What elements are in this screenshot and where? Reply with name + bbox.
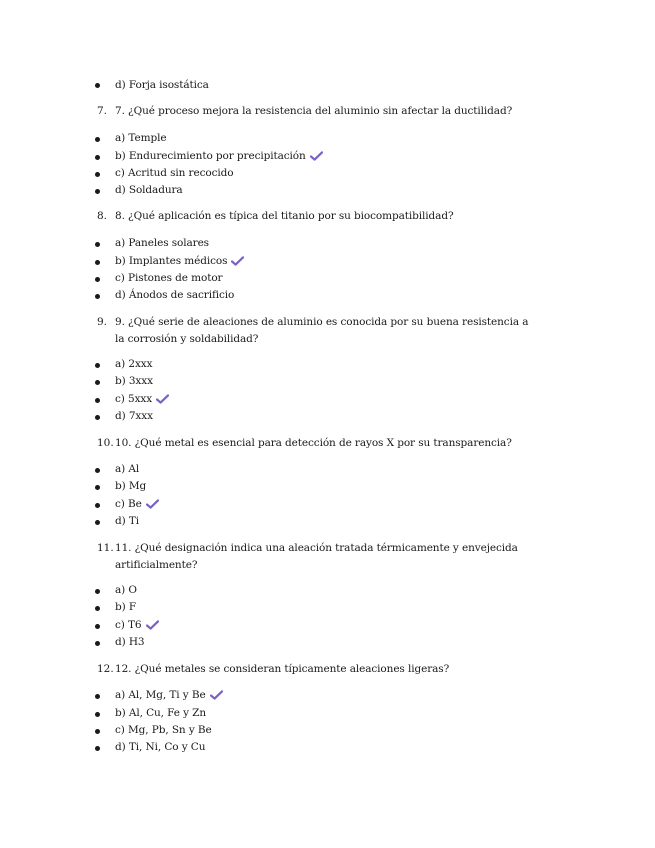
option-q10-c	[115, 497, 159, 511]
checkmark-icon	[231, 256, 244, 266]
option-q12-c	[115, 723, 212, 737]
option-label: a) Paneles solares	[115, 237, 209, 249]
option-q11-c	[115, 618, 159, 632]
bullet	[95, 729, 100, 734]
question-9-text: 9. ¿Qué serie de aleaciones de aluminio es conocida por su buena resistencia a la corrosión y soldabilidad?	[115, 316, 529, 345]
bullet	[95, 415, 100, 420]
option-q6-d	[115, 78, 209, 92]
question-11-text: 11. ¿Qué designación indica una aleación tratada térmicamente y envejecida artificialmente?	[115, 542, 518, 571]
option-q12-d	[115, 740, 205, 754]
option-q11-a	[115, 583, 137, 597]
option-q8-c	[115, 271, 222, 285]
bullet	[95, 485, 100, 490]
bullet	[95, 398, 100, 403]
option-label: a) Temple	[115, 132, 167, 144]
question-number: 8.	[97, 210, 108, 222]
bullet	[95, 624, 100, 629]
option-label: d) 7xxx	[115, 410, 153, 422]
option-label: c) T6	[115, 619, 142, 631]
bullet	[95, 380, 100, 385]
option-q11-d	[115, 635, 145, 649]
bullet	[95, 137, 100, 142]
checkmark-icon	[146, 499, 159, 509]
option-label: a) O	[115, 584, 137, 596]
bullet	[95, 712, 100, 717]
option-label: d) Ánodos de sacrificio	[115, 289, 235, 301]
question-7-text: 7. ¿Qué proceso mejora la resistencia del aluminio sin afectar la ductilidad?	[115, 105, 513, 117]
option-q10-d	[115, 514, 139, 528]
option-q7-b	[115, 149, 323, 163]
bullet	[95, 641, 100, 646]
bullet	[95, 363, 100, 368]
option-label: b) 3xxx	[115, 375, 153, 387]
option-label: c) Be	[115, 498, 142, 510]
question-number: 7.	[97, 105, 108, 117]
bullet	[95, 520, 100, 525]
bullet	[95, 260, 100, 265]
option-label: a) Al, Mg, Ti y Be	[115, 689, 206, 701]
option-q12-b	[115, 706, 206, 720]
checkmark-icon	[310, 151, 323, 161]
option-q9-b	[115, 374, 153, 388]
question-number: 12.	[97, 663, 114, 675]
option-q7-a	[115, 131, 166, 145]
option-label: a) Al	[115, 463, 140, 475]
bullet	[95, 294, 100, 299]
checkmark-icon	[210, 690, 223, 700]
option-label: c) Mg, Pb, Sn y Be	[115, 724, 212, 736]
checkmark-icon	[156, 394, 169, 404]
option-q8-b	[115, 254, 244, 268]
option-q10-a	[115, 462, 139, 476]
option-q10-b	[115, 479, 146, 493]
option-q8-a	[115, 236, 209, 250]
question-8-text: 8. ¿Qué aplicación es típica del titanio por su biocompatibilidad?	[115, 210, 454, 222]
option-label: b) Endurecimiento por precipitación	[115, 150, 306, 162]
bullet	[95, 155, 100, 160]
option-label: c) Pistones de motor	[115, 272, 223, 284]
option-q9-d	[115, 409, 153, 423]
bullet	[95, 277, 100, 282]
bullet	[95, 242, 100, 247]
question-number: 9.	[97, 316, 108, 328]
option-label: b) Al, Cu, Fe y Zn	[115, 707, 207, 719]
option-label: d) Soldadura	[115, 184, 183, 196]
option-label: d) Forja isostática	[115, 79, 209, 91]
option-q8-d	[115, 288, 234, 302]
bullet	[95, 606, 100, 611]
option-label: d) Ti, Ni, Co y Cu	[115, 741, 206, 753]
question-12-text: 12. ¿Qué metales se consideran típicamente aleaciones ligeras?	[115, 663, 450, 675]
bullet	[95, 746, 100, 751]
option-q9-c	[115, 392, 169, 406]
option-label: b) Implantes médicos	[115, 255, 228, 267]
option-label: c) Acritud sin recocido	[115, 167, 234, 179]
option-q9-a	[115, 357, 152, 371]
bullet	[95, 83, 100, 88]
bullet	[95, 468, 100, 473]
bullet	[95, 189, 100, 194]
option-label: d) H3	[115, 636, 145, 648]
question-10-text: 10. ¿Qué metal es esencial para detección de rayos X por su transparencia?	[115, 437, 512, 449]
question-number: 11.	[97, 542, 114, 554]
option-label: d) Ti	[115, 515, 140, 527]
option-label: a) 2xxx	[115, 358, 153, 370]
option-q7-d	[115, 183, 183, 197]
question-number: 10.	[97, 437, 114, 449]
bullet	[95, 503, 100, 508]
option-label: b) F	[115, 601, 137, 613]
checkmark-icon	[146, 620, 159, 630]
bullet	[95, 172, 100, 177]
bullet	[95, 694, 100, 699]
option-label: b) Mg	[115, 480, 147, 492]
option-q12-a	[115, 688, 223, 702]
option-q7-c	[115, 166, 233, 180]
bullet	[95, 589, 100, 594]
option-label: c) 5xxx	[115, 393, 153, 405]
option-q11-b	[115, 600, 136, 614]
